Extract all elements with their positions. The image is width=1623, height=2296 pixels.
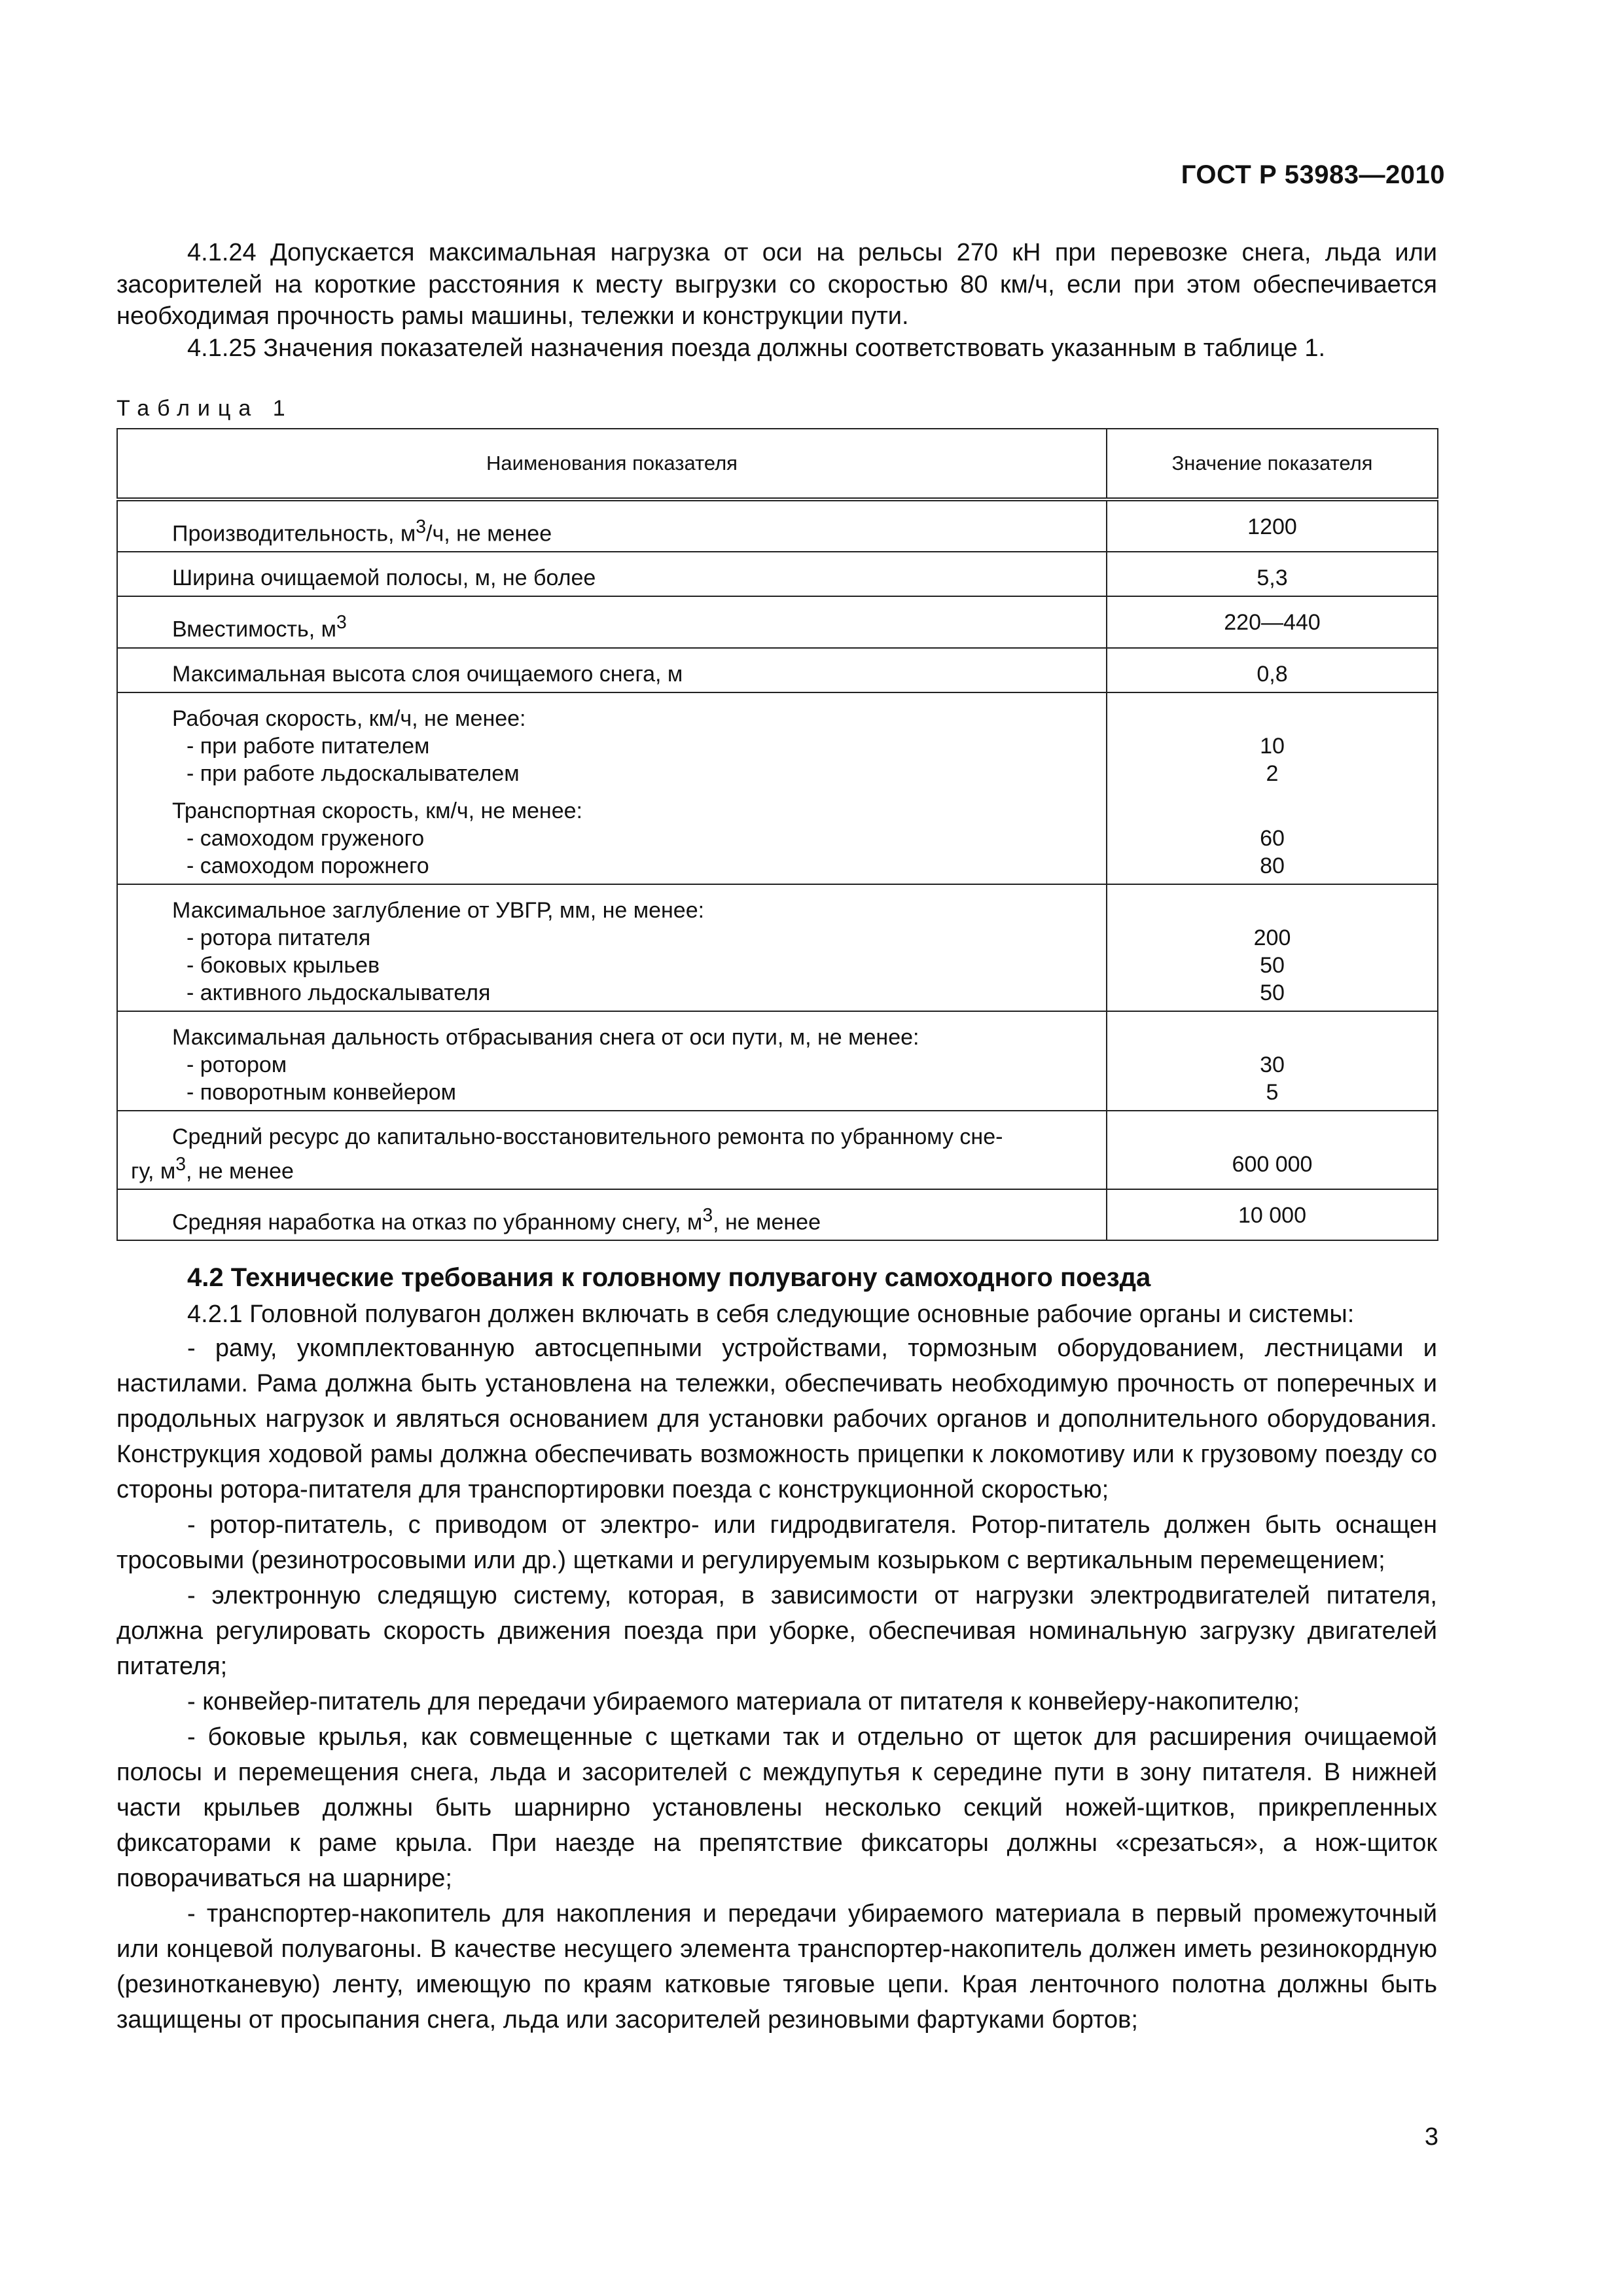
clause-4-2-1: 4.2.1 Головной полувагон должен включать в себя следующие основные рабочие органы и системы: <box>187 1300 1355 1329</box>
row-name-text: , не менее <box>186 1158 294 1183</box>
table-row <box>117 1111 1438 1189</box>
page-content <box>116 237 1437 2037</box>
row-name-text: , не менее <box>713 1210 821 1235</box>
table-row <box>117 1011 1438 1111</box>
row-group-title: Транспортная скорость, км/ч, не менее: <box>172 798 582 823</box>
table-row <box>117 692 1438 884</box>
row-value: 50 <box>1260 952 1285 978</box>
row-sub-item: - при работе льдоскалывателем <box>187 761 520 786</box>
row-sub-item: - при работе питателем <box>187 733 430 759</box>
row-sub-item: - боковых крыльев <box>187 952 380 978</box>
row-value-cell <box>1107 648 1438 692</box>
parameters-table <box>116 428 1438 1241</box>
row-name-cell <box>117 648 1107 692</box>
list-item-conveyor-feeder: - конвейер-питатель для передачи убираемого материала от питателя к конвейеру-накопителю; <box>187 1687 1300 1715</box>
row-name-cell <box>117 884 1107 1011</box>
row-value: 1200 <box>1247 514 1297 539</box>
clause-4-1-25: 4.1.25 Значения показателей назначения поезда должны соответствовать указанным в таблице 1. <box>187 334 1326 362</box>
header-indicator-name: Наименования показателя <box>117 429 1107 499</box>
row-name-cell <box>117 1111 1107 1189</box>
row-sub-item: - самоходом порожнего <box>187 853 429 878</box>
row-value-cell <box>1107 884 1438 1011</box>
row-name-cell <box>117 1189 1107 1240</box>
row-value: 80 <box>1260 853 1285 878</box>
row-value-cell <box>1107 1189 1438 1240</box>
row-name-text: Вместимость, м <box>172 617 336 642</box>
row-name-cell <box>117 552 1107 596</box>
row-value: 30 <box>1260 1052 1285 1077</box>
row-value-cell <box>1107 1111 1438 1189</box>
row-name-cell <box>117 692 1107 884</box>
row-value-cell <box>1107 499 1438 552</box>
row-value-cell <box>1107 1011 1438 1111</box>
row-value-cell <box>1107 692 1438 884</box>
section-heading: 4.2 Технические требования к головному полувагону самоходного поезда <box>187 1263 1151 1293</box>
row-group-title: Максимальная дальность отбрасывания снега от оси пути, м, не менее: <box>172 1024 919 1050</box>
list-item-tracking-system: - электронную следящую систему, которая, в зависимости от нагрузки электродвигателей питателя, должна регулировать скорость движения поезда при уборке, обеспечивая номинальную загрузку двигателей питателя; <box>116 1581 1437 1680</box>
superscript: 3 <box>175 1153 187 1175</box>
table-caption: Таблица 1 <box>116 396 293 421</box>
row-name-cell <box>117 596 1107 647</box>
row-value: 2 <box>1266 761 1279 786</box>
table-row <box>117 499 1438 552</box>
row-value: 60 <box>1260 825 1285 851</box>
list-item-side-wings: - боковые крылья, как совмещенные с щетками так и отдельно от щеток для расширения очищаемой полосы и перемещения снега, льда и засорителей с междупутья к середине пути в зону питателя. В нижней части крыльев должны быть шарнирно установлены несколько секций ножей-щитков, прикрепленных фиксаторами к раме крыла. При наезде на препятствие фиксаторы должны «срезаться», а нож-щиток поворачиваться на шарнире; <box>116 1723 1437 1892</box>
row-value: 220—440 <box>1224 610 1321 636</box>
row-value: 50 <box>1260 980 1285 1005</box>
header-indicator-value: Значение показателя <box>1107 429 1438 499</box>
page-number: 3 <box>1424 2123 1438 2151</box>
table-row <box>117 596 1438 647</box>
row-value-cell <box>1107 596 1438 647</box>
list-item-rotor-feeder: - ротор-питатель, с приводом от электро- или гидродвигателя. Ротор-питатель должен быть оснащен тросовыми (резинотросовыми или др.) щетками и регулируемым козырьком с вертикальным перемещением; <box>116 1511 1437 1574</box>
list-item-transporter: - транспортер-накопитель для накопления и передачи убираемого материала в первый промежуточный или концевой полувагоны. В качестве несущего элемента транспортер-накопитель должен иметь резинокордную (резинотканевую) ленту, имеющую по краям катковые тяговые цепи. Края ленточного полотна должны быть защищены от просыпания снега, льда или засорителей резиновыми фартуками бортов; <box>116 1899 1437 2034</box>
row-name-text: Максимальная высота слоя очищаемого снега, м <box>172 661 683 687</box>
superscript: 3 <box>416 516 427 537</box>
row-sub-item: - активного льдоскалывателя <box>187 980 491 1005</box>
row-sub-item: - поворотным конвейером <box>187 1079 456 1105</box>
row-group-title: Рабочая скорость, км/ч, не менее: <box>172 706 526 731</box>
row-value: 0,8 <box>1257 661 1288 687</box>
table-header-row <box>117 429 1438 499</box>
table-row <box>117 648 1438 692</box>
row-name-text: Ширина очищаемой полосы, м, не более <box>172 565 596 591</box>
row-sub-item: - самоходом груженого <box>187 825 425 851</box>
list-item-frame: - раму, укомплектованную автосцепными устройствами, тормозным оборудованием, лестницами и настилами. Рама должна быть установлена на тележки, обеспечивать необходимую прочность от поперечных и продольных нагрузок и являться основанием для установки рабочих органов и дополнительного оборудования. Конструкция ходовой рамы должна обеспечивать возможность прицепки к локомотиву или к грузовому поезду со стороны ротора-питателя для транспортировки поезда с конструкционной скоростью; <box>116 1334 1437 1503</box>
table-row <box>117 884 1438 1011</box>
superscript: 3 <box>336 612 347 634</box>
row-value-cell <box>1107 552 1438 596</box>
row-value: 10 <box>1260 733 1285 759</box>
row-name-text: /ч, не менее <box>426 521 552 547</box>
superscript: 3 <box>702 1204 713 1226</box>
row-name-cell <box>117 499 1107 552</box>
row-name-text: гу, м <box>131 1158 176 1183</box>
row-sub-item: - ротором <box>187 1052 287 1077</box>
row-value: 5 <box>1266 1079 1279 1105</box>
row-name-text: Средний ресурс до капитально-восстановительного ремонта по убранному сне- <box>172 1124 1003 1149</box>
row-sub-item: - ротора питателя <box>187 925 371 950</box>
row-value: 200 <box>1253 925 1291 950</box>
row-group-title: Максимальное заглубление от УВГР, мм, не менее: <box>172 897 705 923</box>
row-name-cell <box>117 1011 1107 1111</box>
row-value: 600 000 <box>1232 1151 1313 1177</box>
row-name-text: Средняя наработка на отказ по убранному снегу, м <box>172 1210 703 1235</box>
clause-4-1-24: 4.1.24 Допускается максимальная нагрузка от оси на рельсы 270 кН при перевозке снега, льда или засорителей на короткие расстояния к месту выгрузки со скоростью 80 км/ч, если при этом обеспечивается необходимая прочность рамы машины, тележки и конструкции пути. <box>116 239 1437 330</box>
row-name-text: Производительность, м <box>172 521 416 547</box>
row-value: 5,3 <box>1257 565 1288 591</box>
table-row <box>117 552 1438 596</box>
table-row <box>117 1189 1438 1240</box>
row-value: 10 000 <box>1238 1202 1306 1228</box>
standard-code: ГОСТ Р 53983—2010 <box>1181 160 1445 189</box>
